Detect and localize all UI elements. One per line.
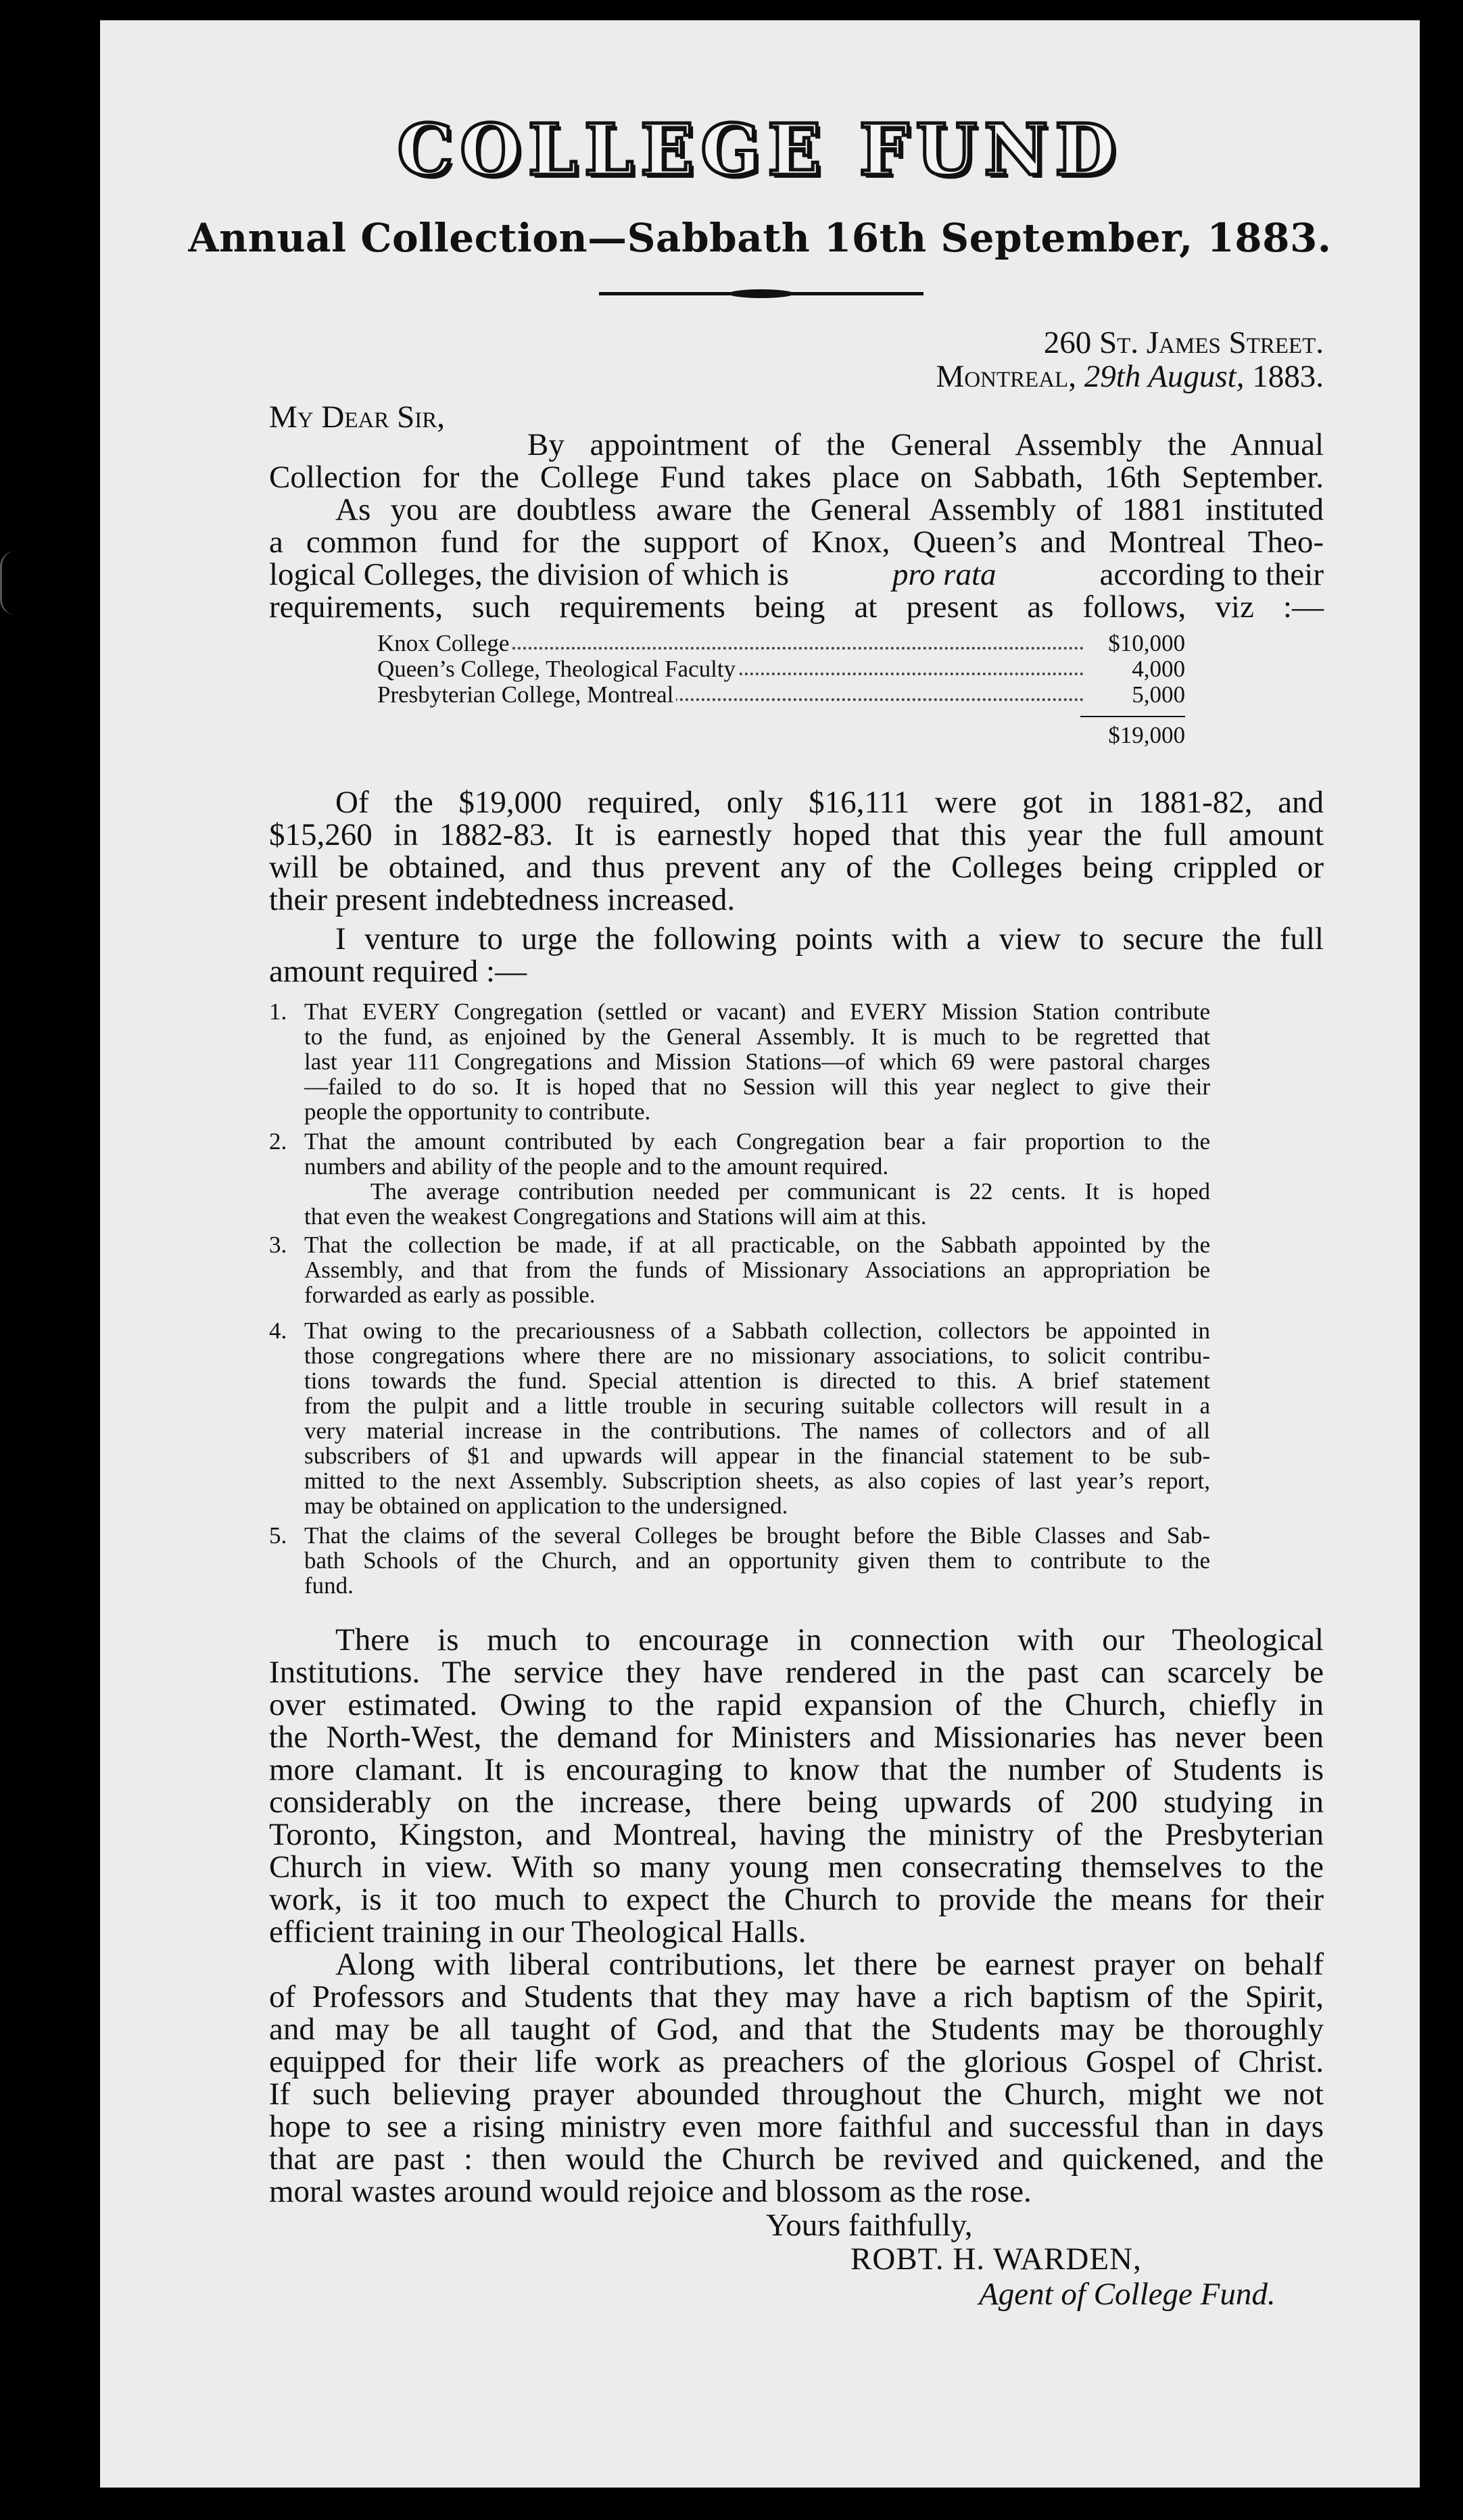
requirements-label: Queen’s College, Theological Faculty (377, 656, 738, 681)
shortfall-line: amount required :— (269, 954, 527, 989)
requirements-row (377, 656, 1185, 681)
closing-line: hope to see a rising ministry even more faithful and successful than in days (269, 2109, 1324, 2144)
requirements-amount: 4,000 (1132, 656, 1185, 682)
requirements-amount: $10,000 (1108, 630, 1185, 656)
point-line: That the claims of the several Colleges be brought before the Bible Classes and Sab- (304, 1522, 1210, 1549)
closing-line: the North-West, the demand for Ministers and Missionaries has never been (269, 1720, 1324, 1755)
address-year: 1883. (1252, 359, 1324, 394)
point-line: Assembly, and that from the funds of Missionary Associations an appropriation be (304, 1257, 1210, 1283)
shortfall-line: I venture to urge the following points with a view to secure the full (335, 921, 1324, 956)
requirements-total-row (377, 723, 1185, 748)
point-line: That the amount contributed by each Congregation bear a fair proportion to the (304, 1128, 1210, 1155)
point-line: That EVERY Congregation (settled or vacant) and EVERY Mission Station contribute (304, 998, 1210, 1025)
requirements-row (377, 631, 1185, 656)
signatory-role: Agent of College Fund. (979, 2277, 1276, 2312)
intro-pro-rata: pro rata (892, 557, 997, 592)
point-number: 1. (269, 998, 287, 1025)
intro-line: requirements, such requirements being at present as follows, viz :— (269, 589, 1324, 625)
point-line: very material increase in the contributions. The names of collectors and of all (304, 1418, 1210, 1444)
point-item (269, 999, 1216, 1134)
point-line: The average contribution needed per communicant is 22 cents. It is hoped (370, 1178, 1210, 1205)
closing-line: There is much to encourage in connection with our Theological (335, 1622, 1324, 1657)
point-number: 4. (269, 1317, 287, 1344)
requirements-amount: 5,000 (1132, 681, 1185, 708)
point-line: —failed to do so. It is hoped that no Session will this year neglect to give their (304, 1073, 1210, 1100)
point-line: from the pulpit and a little trouble in securing suitable collectors will result in a (304, 1392, 1210, 1419)
point-line: fund. (304, 1572, 354, 1599)
point-item (269, 1232, 1216, 1313)
point-item (269, 1523, 1216, 1604)
point-number: 3. (269, 1232, 287, 1258)
shortfall-line: Of the $19,000 required, only $16,111 were got in 1881-82, and (335, 785, 1324, 820)
closing-line: Toronto, Kingston, and Montreal, having the ministry of the Presbyterian (269, 1817, 1324, 1852)
point-line: last year 111 Congregations and Mission Stations—of which 69 were pastoral charges (304, 1048, 1210, 1075)
address-dateline (709, 360, 1324, 393)
point-line: tions towards the fund. Special attention is directed to this. A brief statement (304, 1367, 1210, 1394)
requirements-total: $19,000 (1108, 722, 1185, 748)
closing-line: more clamant. It is encouraging to know that the number of Students is (269, 1752, 1324, 1787)
requirements-sum-rule (1080, 716, 1185, 717)
point-line: mitted to the next Assembly. Subscription sheets, as also copies of last year’s report, (304, 1468, 1210, 1494)
closing-line: and may be all taught of God, and that the Students may be thoroughly (269, 2012, 1324, 2047)
closing-line: that are past : then would the Church be revived and quickened, and the (269, 2141, 1324, 2177)
intro-line: Collection for the College Fund takes place on Sabbath, 16th September. (269, 460, 1324, 495)
intro-text: logical Colleges, the division of which is (269, 557, 789, 592)
requirements-label: Presbyterian College, Montreal (377, 682, 676, 707)
requirements-table (377, 631, 1185, 749)
closing-line: Church in view. With so many young men consecrating themselves to the (269, 1849, 1324, 1885)
intro-text: according to their (1099, 557, 1324, 592)
closing-line: moral wastes around would rejoice and blossom as the rose. (269, 2174, 1032, 2209)
closing-line: Along with liberal contributions, let there be earnest prayer on behalf (335, 1947, 1324, 1982)
point-line: That the collection be made, if at all practicable, on the Sabbath appointed by the (304, 1232, 1210, 1258)
shortfall-line: $15,260 in 1882-83. It is earnestly hoped that this year the full amount (269, 817, 1324, 852)
point-line: that even the weakest Congregations and Stations will aim at this. (304, 1203, 927, 1230)
closing-line: work, is it too much to expect the Church to provide the means for their (269, 1882, 1324, 1917)
requirements-label: Knox College (377, 631, 512, 656)
point-line: That owing to the precariousness of a Sabbath collection, collectors be appointed in (304, 1317, 1210, 1344)
point-line: bath Schools of the Church, and an opportunity given them to contribute to the (304, 1547, 1210, 1574)
point-item (269, 1129, 1216, 1237)
scan-mark (0, 551, 16, 615)
closing-line: equipped for their life work as preachers of the glorious Gospel of Christ. (269, 2044, 1324, 2079)
intro-line: By appointment of the General Assembly the Annual (527, 427, 1324, 462)
title-divider-ornament (729, 289, 794, 298)
point-line: may be obtained on application to the undersigned. (304, 1493, 788, 1519)
document-subtitle: Annual Collection—Sabbath 16th September, 1883. (188, 215, 1332, 261)
closing-line: over estimated. Owing to the rapid expansion of the Church, chiefly in (269, 1687, 1324, 1722)
valediction: Yours faithfully, (766, 2208, 973, 2243)
document-page (100, 20, 1420, 2488)
point-line: subscribers of $1 and upwards will appear in the financial statement to be sub- (304, 1443, 1210, 1469)
shortfall-line: will be obtained, and thus prevent any of the Colleges being crippled or (269, 850, 1324, 885)
intro-line (269, 558, 1324, 591)
address-date: 29th August, (1084, 359, 1245, 394)
intro-line: a common fund for the support of Knox, Queen’s and Montreal Theo- (269, 525, 1324, 560)
intro-line: As you are doubtless aware the General Assembly of 1881 instituted (335, 492, 1324, 527)
closing-line: Institutions. The service they have rendered in the past can scarcely be (269, 1655, 1324, 1690)
point-line: people the opportunity to contribute. (304, 1098, 651, 1125)
point-item (269, 1318, 1216, 1521)
point-number: 2. (269, 1128, 287, 1155)
address-street: 260 St. James Street. (1043, 325, 1324, 360)
closing-line: efficient training in our Theological Halls. (269, 1914, 807, 1949)
shortfall-line: their present indebtedness increased. (269, 882, 736, 917)
point-line: to the fund, as enjoined by the General Assembly. It is much to be regretted that (304, 1023, 1210, 1050)
point-line: those congregations where there are no missionary associations, to solicit contribu- (304, 1342, 1210, 1369)
closing-line: of Professors and Students that they may have a rich baptism of the Spirit, (269, 1979, 1324, 2014)
point-line: forwarded as early as possible. (304, 1282, 596, 1308)
document-title: COLLEGE FUND (397, 108, 1123, 191)
closing-line: considerably on the increase, there being upwards of 200 studying in (269, 1785, 1324, 1820)
closing-line: If such believing prayer abounded throughout the Church, might we not (269, 2077, 1324, 2112)
address-city: Montreal, (936, 359, 1076, 394)
salutation: My Dear Sir, (269, 399, 445, 435)
signatory-name: ROBT. H. WARDEN, (850, 2242, 1142, 2277)
point-number: 5. (269, 1522, 287, 1549)
point-line: numbers and ability of the people and to the amount required. (304, 1153, 889, 1180)
requirements-row (377, 682, 1185, 707)
